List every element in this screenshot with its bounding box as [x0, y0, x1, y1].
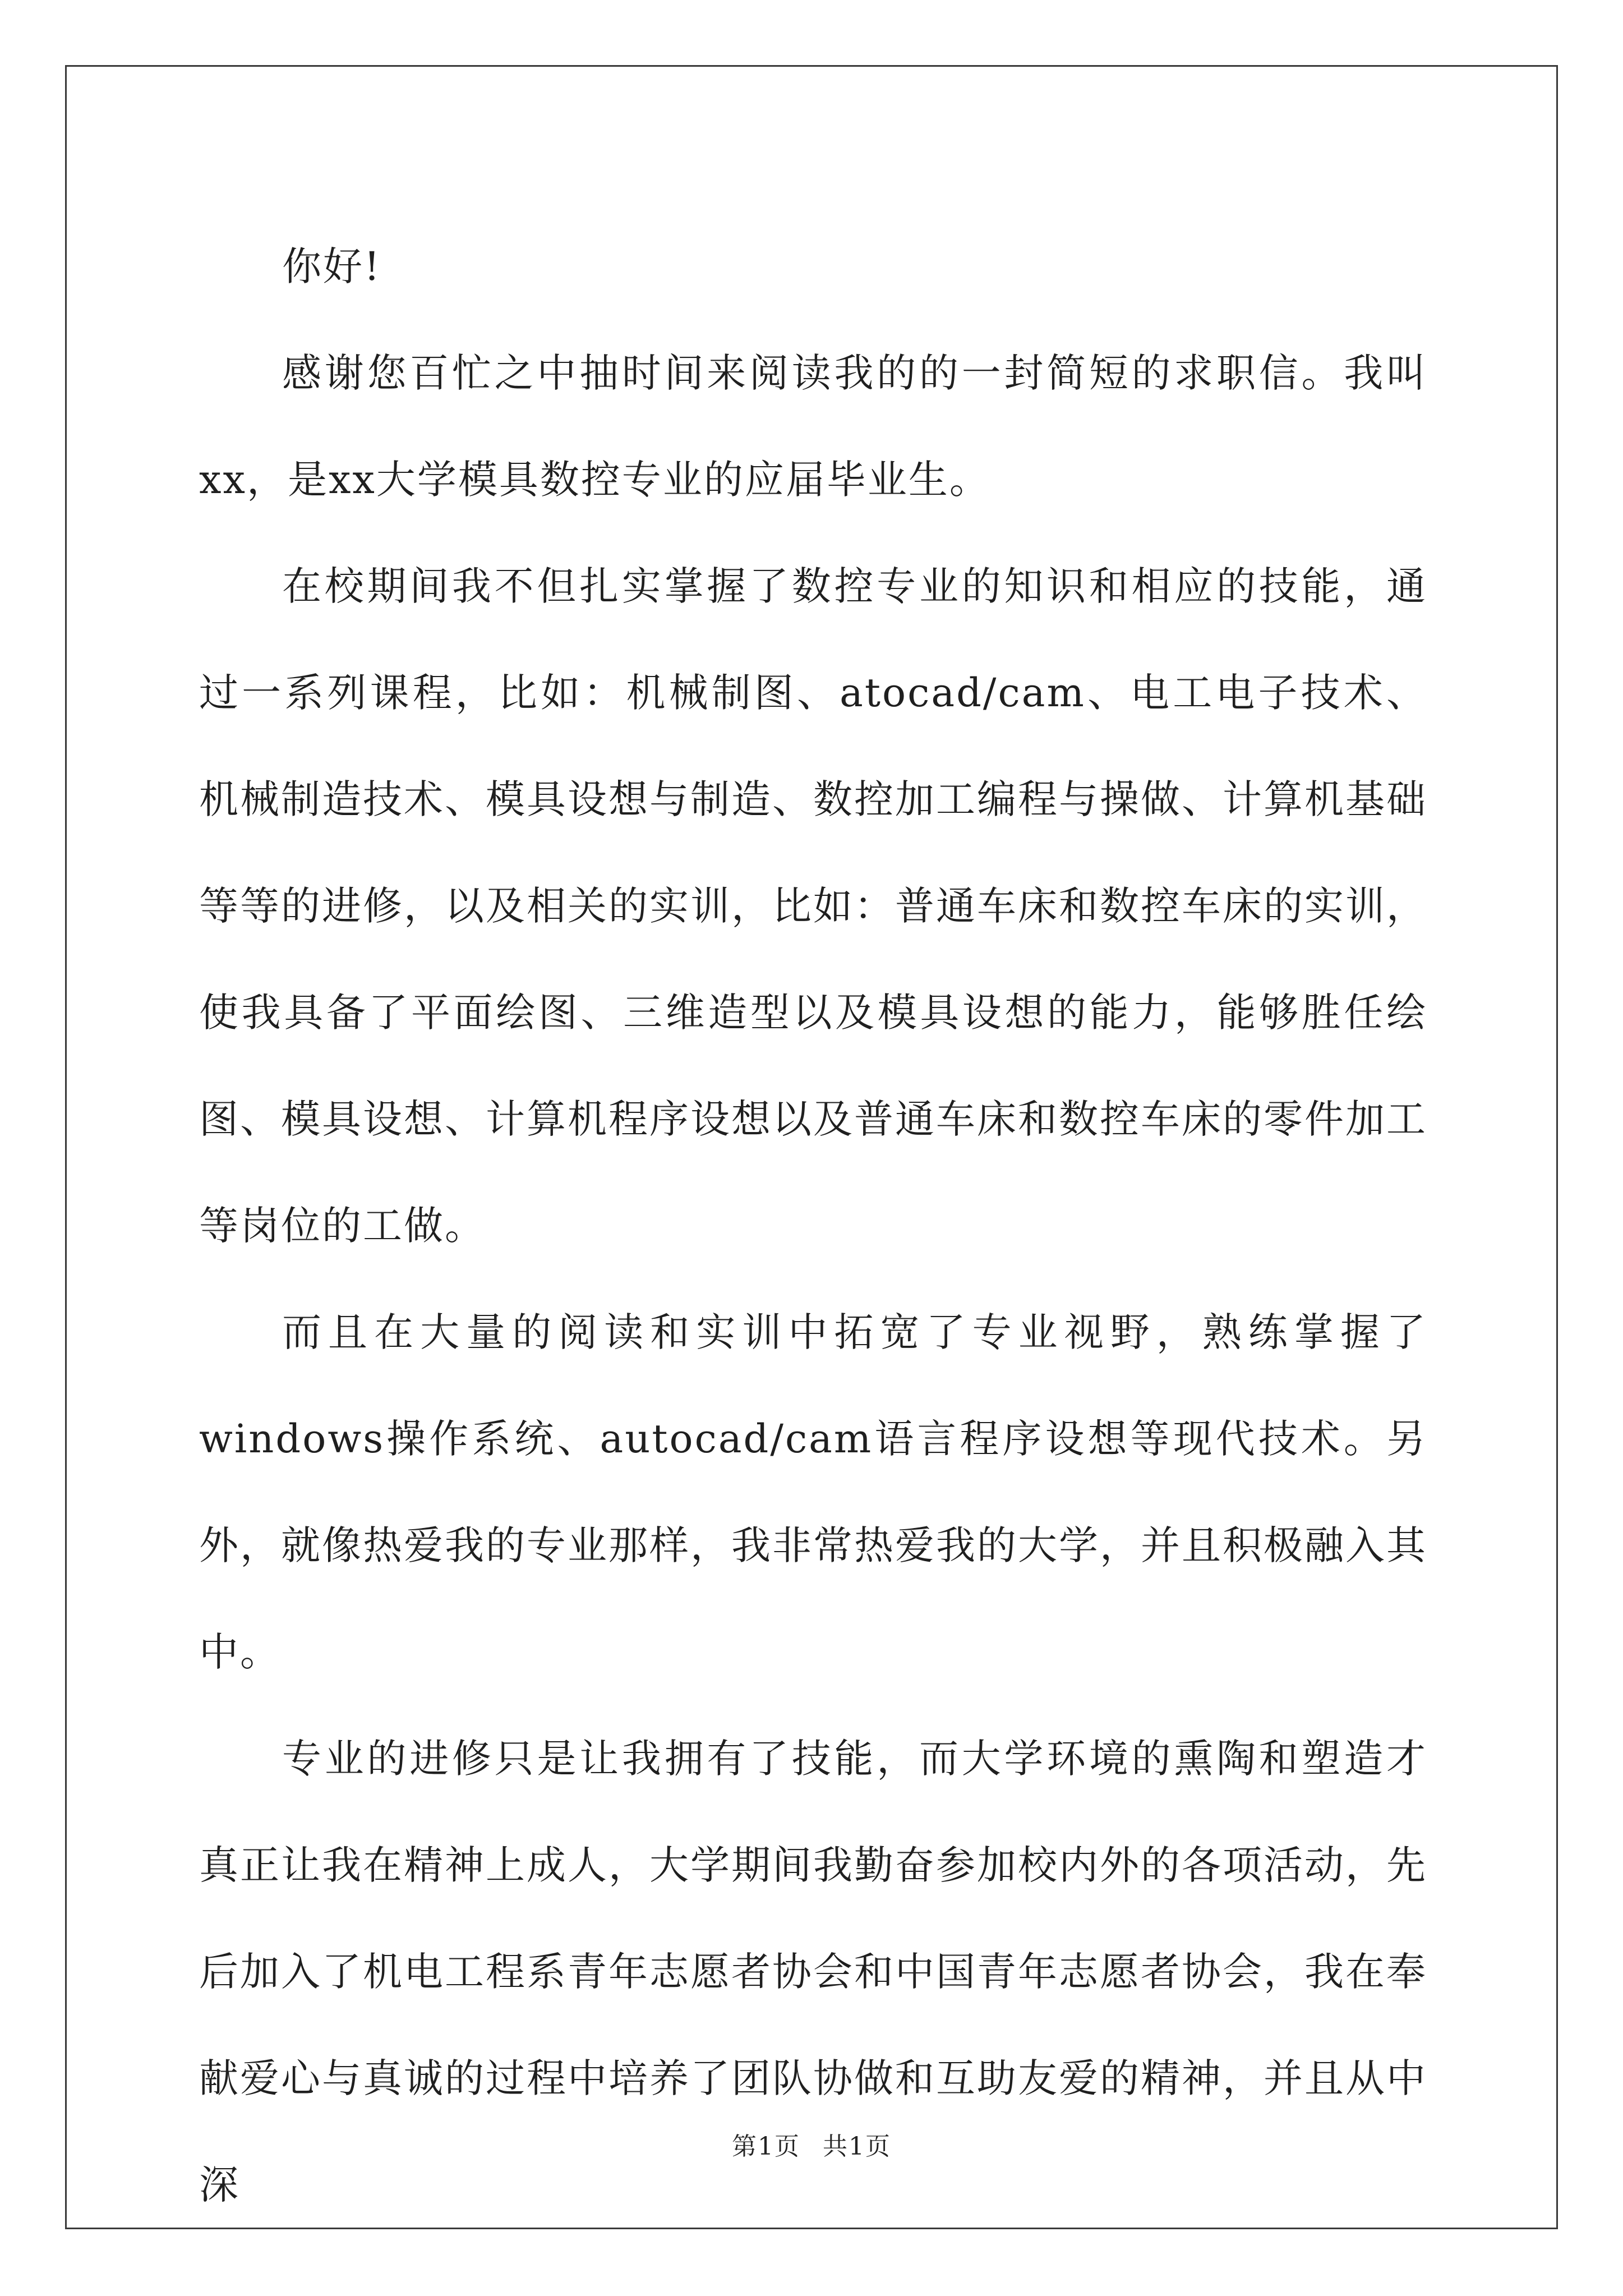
greeting: 你好!: [282, 243, 382, 289]
letter-body: [199, 213, 1427, 2238]
paragraph-2: 在校期间我不但扎实掌握了数控专业的知识和相应的技能，通过一系列课程，比如：机械制图、atocad/cam、电工电子技术、机械制造技术、模具设想与制造、数控加工编程与操做、计算机基础等等的进修，以及相关的实训，比如：普通车床和数控车床的实训，使我具备了平面绘图、三维造型以及模具设想的能力，能够胜任绘图、模具设想、计算机程序设想以及普通车床和数控车床的零件加工等岗位的工做。: [199, 563, 1427, 1249]
page-total: 共1页: [823, 2132, 891, 2161]
page-footer: [0, 2126, 1623, 2162]
page-number: 第1页: [732, 2132, 800, 2161]
paragraph-4: 专业的进修只是让我拥有了技能，而大学环境的熏陶和塑造才真正让我在精神上成人，大学期间我勤奋参加校内外的各项活动，先后加入了机电工程系青年志愿者协会和中国青年志愿者协会，我在奉献爱心与真诚的过程中培养了团队协做和互助友爱的精神，并且从中深: [199, 1736, 1427, 2208]
paragraph-3: 而且在大量的阅读和实训中拓宽了专业视野，熟练掌握了windows操作系统、autocad/cam语言程序设想等现代技术。另外，就像热爱我的专业那样，我非常热爱我的大学，并且积极融入其中。: [199, 1309, 1427, 1675]
paragraph-1: 感谢您百忙之中抽时间来阅读我的的一封简短的求职信。我叫xx，是xx大学模具数控专业的应届毕业生。: [199, 350, 1427, 503]
